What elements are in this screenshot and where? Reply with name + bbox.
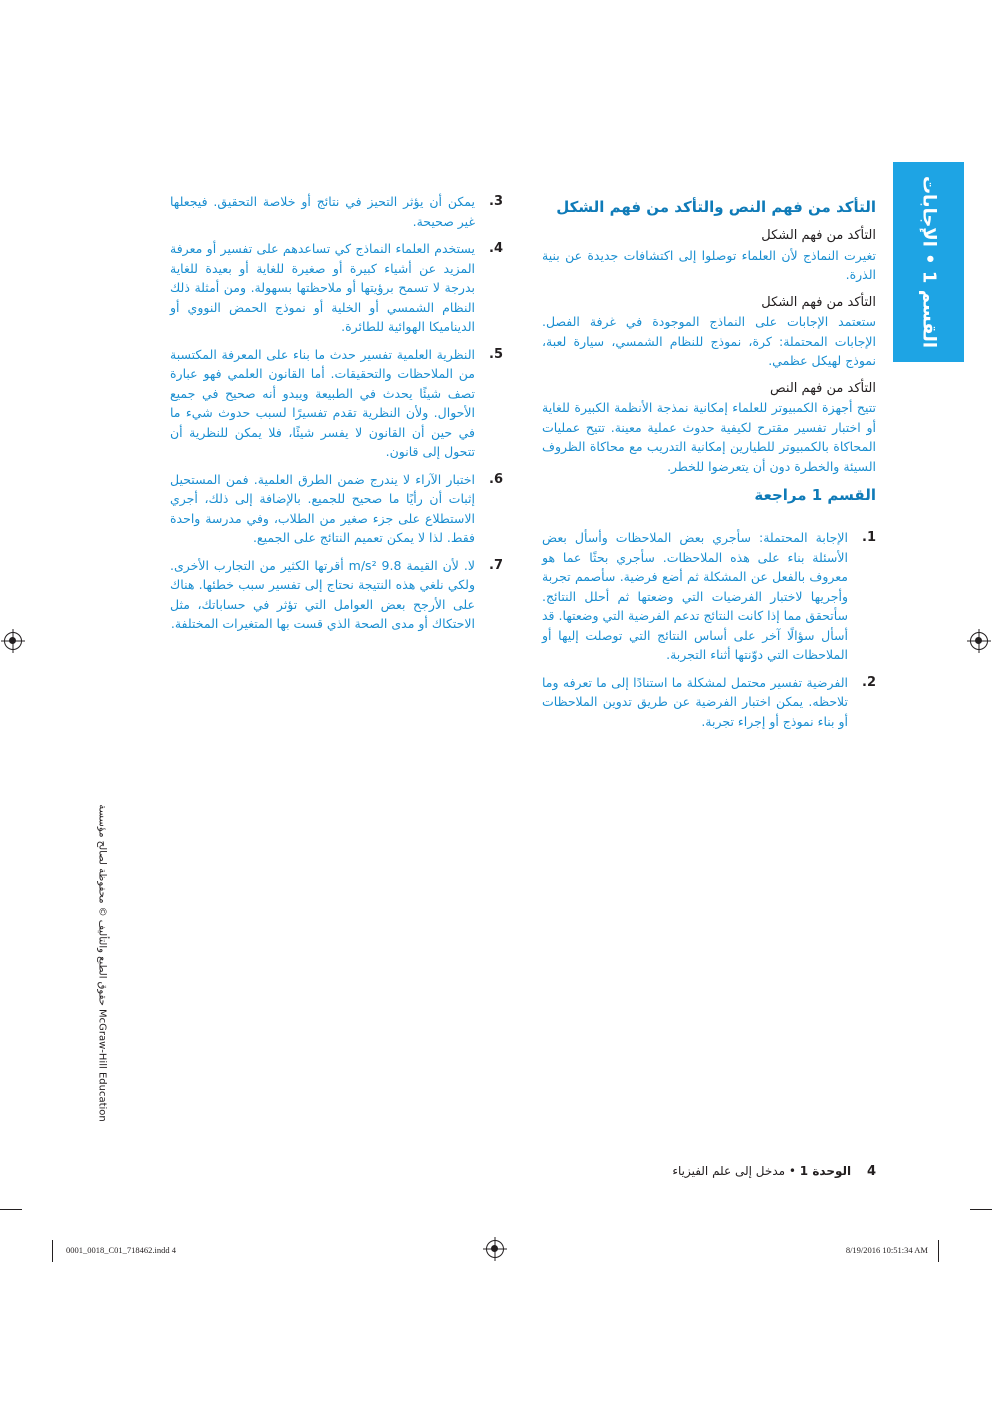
list-item [542,528,876,665]
registration-mark-icon [4,632,22,650]
left-column [170,192,503,642]
item-text: الفرضية تفسير محتمل لمشكلة ما استنادًا إلى ما تعرفه وما تلاحظه. يمكن اختبار الفرضية عن طريق تدوين الملاحظات أو بناء نموذج أو إجراء تجربة. [542,674,848,729]
page-footer [672,1164,876,1179]
footer-separator: • [788,1164,796,1178]
item-text: لا. لأن القيمة 9.8 m/s² أقرتها الكثير من التجارب الأخرى. ولكي نلغي هذه النتيجة نحتاج إلى تفسير سبب خطئها. هناك على الأرجح بعض العوامل التي تؤثر في حساباتك، مثل الاحتكاك أو مدى الصحة الذي قست بها المتغيرات المختلفة. [170,557,475,631]
right-column [542,196,876,739]
item-text: يمكن أن يؤثر التحيز في نتائج أو خلاصة التحقيق. فيجعلها غير صحيحة. [170,194,475,229]
list-item [542,673,876,732]
crop-mark-right [970,1209,992,1210]
review-list [542,528,876,731]
section-side-tab [893,162,964,362]
item-text: يستخدم العلماء النماذج كي تساعدهم على تفسير أو معرفة المزيد عن أشياء كبيرة أو صغيرة للغاية أو بعيدة للغاية بدرجة لا تسمح برؤيتها أو ملاحظتها بسهولة. ومن أمثلة ذلك النظام الشمسي أو الخلية أو نموذج الحمض النووي أو الديناميكا الهوائية للطائرة. [170,241,475,334]
block-text: تغيرت النماذج لأن العلماء توصلوا إلى اكتشافات جديدة عن بنية الذرة. [542,247,876,282]
unit-title: مدخل إلى علم الفيزياء [672,1164,786,1178]
block-title: التأكد من فهم الشكل [761,294,876,310]
item-number: 7. [489,557,503,573]
section-heading: التأكد من فهم النص والتأكد من فهم الشكل [556,198,876,216]
block-title: التأكد من فهم الشكل [761,228,876,243]
registration-mark-icon [970,632,988,650]
list-item [170,345,503,462]
unit-label: الوحدة 1 [799,1164,852,1178]
item-text: الإجابة المحتملة: سأجري بعض الملاحظات وأسأل بعض الأسئلة بناء على هذه الملاحظات. سأجري بحثًا عما هو معروف بالفعل عن المشكلة ثم أضع فرضية. سأصمم تجربة وأجريها لاختبار الفرضيات التي وضعتها ثم أحلل النتائج. سأتحقق مما إذا كانت النتائج تدعم الفرضية التي وضعتها. قد أسأل سؤالًا آخر على أساس النتائج التي توصلت إليها أو الملاحظات التي دوّنتها أثناء التجربة. [542,530,848,662]
block-text: تتيح أجهزة الكمبيوتر للعلماء إمكانية نمذجة الأنظمة الكبيرة للغاية أو اختبار تفسير مقترح لكيفية حدوث عملية معينة. تتيح عمليات المحاكاة بالكمبيوتر للطيارين إمكانية التدريب مع محاكاة الظروف السيئة والخطرة دون أن يتعرضوا للخطر. [542,400,876,474]
block-text: ستعتمد الإجابات على النماذج الموجودة في غرفة الفصل. الإجابات المحتملة: كرة، نموذج للنظام الشمسي، سيارة لعبة، نموذج لهيكل عظمي. [542,314,876,368]
item-number: 1. [862,530,876,545]
item-number: 2. [862,674,876,690]
item-number: 4. [489,241,503,256]
list-item [170,192,503,231]
item-text: النظرية العلمية تفسير حدث ما بناء على المعرفة المكتسبة من الملاحظات والتحقيقات. أما القانون العلمي فهو عبارة تصف شيئًا يحدث في الطبيعة ويبدو أنه صحيح في جميع الأحوال. ولأن النظرية تقدم تفسيرًا لسبب حدوث شيء ما في حين أن القانون لا يفسر شيئًا، فلا يمكن للنظرية أن تتحول إلى قانون. [170,346,475,459]
item-number: 6. [489,471,503,487]
crop-mark-bottom-right [938,1240,939,1262]
registration-mark-icon [486,1240,504,1258]
block-title: التأكد من فهم النص [769,380,876,396]
copyright-notice: حقوق الطبع والتأليف © محفوظة لصالح مؤسسة McGraw-Hill Education [96,804,108,1122]
page-number: 4 [866,1164,876,1179]
crop-mark-left [0,1209,22,1210]
side-tab-label: القسم 1 • الإجابات [918,175,939,349]
list-item [170,470,503,548]
crop-mark-bottom-left [52,1240,53,1262]
slug-timestamp: 8/19/2016 10:51:34 AM [845,1245,928,1255]
item-number: 5. [489,346,503,362]
list-item [170,556,503,634]
item-number: 3. [489,194,503,209]
answer-list [170,192,503,634]
review-heading: القسم 1 مراجعة [754,486,876,504]
list-item [170,239,503,337]
slug-file: 0001_0018_C01_718462.indd 4 [66,1245,177,1255]
item-text: اختبار الآراء لا يندرج ضمن الطرق العلمية. فمن المستحيل إثبات أن رأيًا ما صحيح للجميع. بالإضافة إلى ذلك، أجري الاستطلاع على جزء صغير من الطلاب، وفي مدرسة واحدة فقط. لذا لا يمكن تعميم النتائج على الجميع. [170,471,475,545]
